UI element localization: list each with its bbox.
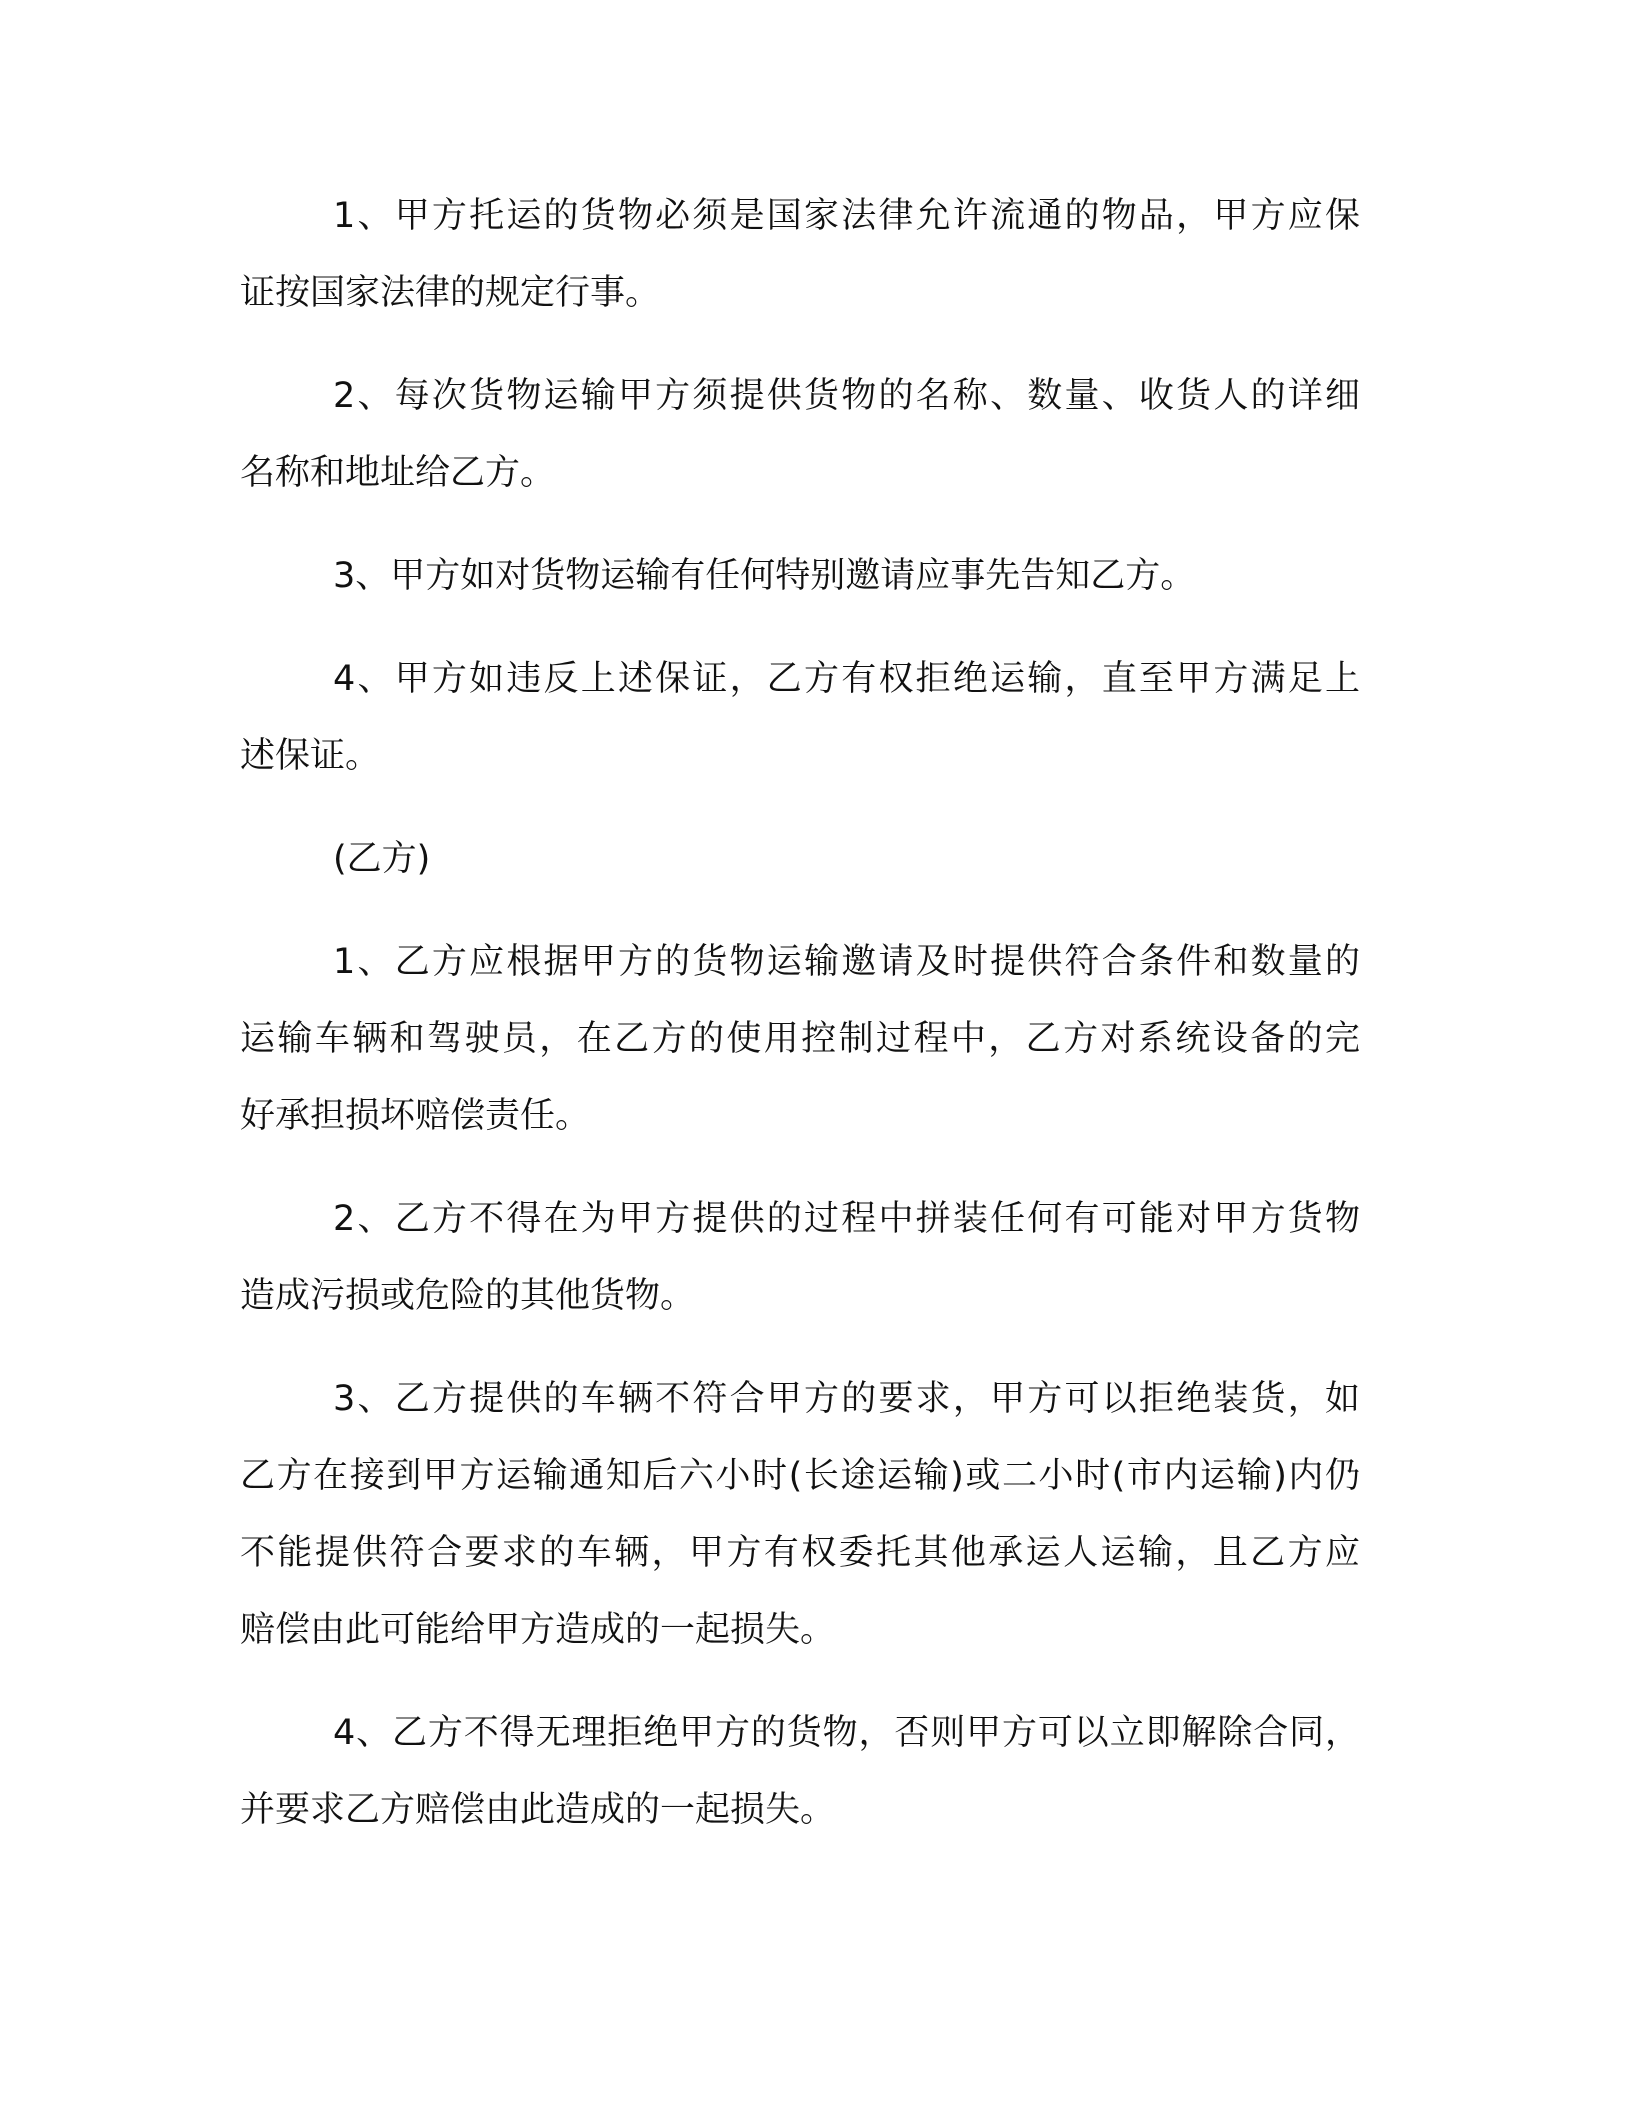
clause-line: 造成污损或危险的其他货物。 bbox=[240, 1276, 696, 1316]
party-a-clause-3 bbox=[240, 538, 1360, 615]
clause-line: 名称和地址给乙方。 bbox=[240, 453, 556, 493]
clause-line: 4、乙方不得无理拒绝甲方的货物，否则甲方可以立即解除合同， bbox=[333, 1713, 1360, 1753]
clause-line: 1、甲方托运的货物必须是国家法律允许流通的物品，甲方应保 bbox=[333, 196, 1360, 236]
party-b-clause-1 bbox=[240, 924, 1360, 1155]
clause-line: 证按国家法律的规定行事。 bbox=[240, 273, 661, 313]
clause-line: 并要求乙方赔偿由此造成的一起损失。 bbox=[240, 1790, 836, 1830]
party-a-clause-1 bbox=[240, 178, 1360, 332]
clause-line: 乙方在接到甲方运输通知后六小时(长途运输)或二小时(市内运输)内仍 bbox=[240, 1456, 1360, 1496]
clause-line: 运输车辆和驾驶员，在乙方的使用控制过程中，乙方对系统设备的完 bbox=[240, 1019, 1360, 1059]
clause-line: 2、每次货物运输甲方须提供货物的名称、数量、收货人的详细 bbox=[333, 376, 1360, 416]
party-a-clause-4 bbox=[240, 641, 1360, 795]
party-a-clause-2 bbox=[240, 358, 1360, 512]
clause-line: 3、乙方提供的车辆不符合甲方的要求，甲方可以拒绝装货，如 bbox=[333, 1379, 1360, 1419]
clause-line: 2、乙方不得在为甲方提供的过程中拼装任何有可能对甲方货物 bbox=[333, 1199, 1360, 1239]
party-b-clause-3 bbox=[240, 1361, 1360, 1669]
party-b-heading-block bbox=[240, 821, 1360, 898]
party-b-heading: (乙方) bbox=[333, 839, 431, 879]
clause-line: 赔偿由此可能给甲方造成的一起损失。 bbox=[240, 1610, 836, 1650]
clause-line: 3、甲方如对货物运输有任何特别邀请应事先告知乙方。 bbox=[333, 556, 1196, 596]
contract-document bbox=[240, 178, 1360, 1875]
clause-line: 述保证。 bbox=[240, 736, 381, 776]
clause-line: 好承担损坏赔偿责任。 bbox=[240, 1096, 591, 1136]
party-b-clause-2 bbox=[240, 1181, 1360, 1335]
party-b-clause-4 bbox=[240, 1695, 1360, 1849]
clause-line: 1、乙方应根据甲方的货物运输邀请及时提供符合条件和数量的 bbox=[333, 942, 1360, 982]
clause-line: 4、甲方如违反上述保证，乙方有权拒绝运输，直至甲方满足上 bbox=[333, 659, 1360, 699]
clause-line: 不能提供符合要求的车辆，甲方有权委托其他承运人运输，且乙方应 bbox=[240, 1533, 1360, 1573]
